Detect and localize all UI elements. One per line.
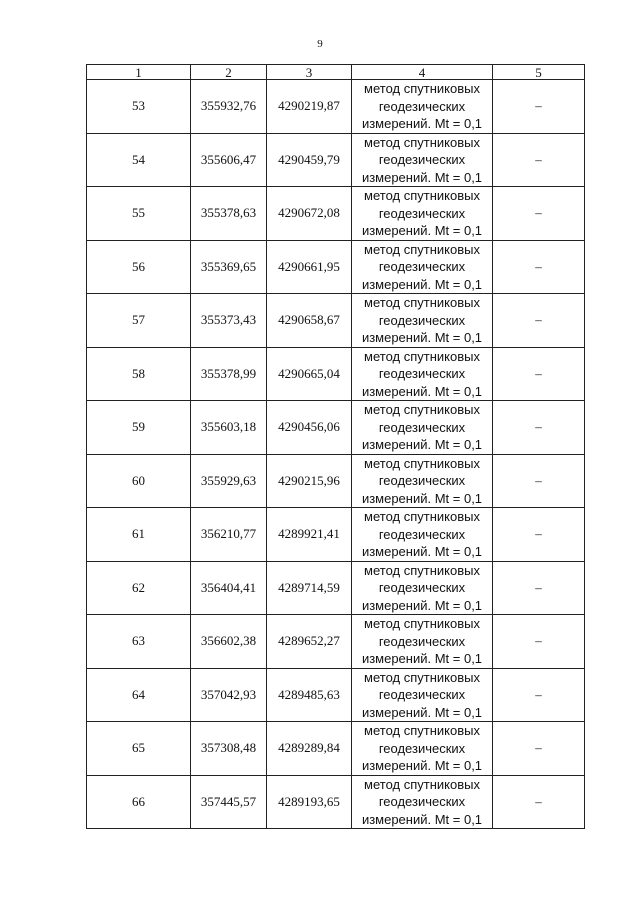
table-row xyxy=(87,294,585,348)
method-line: измерений. Mt = 0,1 xyxy=(361,651,483,666)
table-row xyxy=(87,133,585,187)
method-line: метод спутниковых xyxy=(364,188,480,203)
method-cell xyxy=(352,615,493,669)
x-coordinate-cell: 355378,63 xyxy=(191,187,267,241)
table-row xyxy=(87,775,585,829)
method-line: геодезических xyxy=(378,98,466,114)
method-line: метод спутниковых xyxy=(364,295,480,310)
column-header: 4 xyxy=(352,65,493,80)
method-line: геодезических xyxy=(378,152,466,167)
method-line: геодезических xyxy=(378,473,466,488)
note-cell: – xyxy=(493,187,585,241)
table-body xyxy=(87,80,585,829)
table-row xyxy=(87,187,585,241)
point-number-cell: 54 xyxy=(87,133,191,187)
method-line: метод спутниковых xyxy=(364,723,480,738)
x-coordinate-cell: 355378,99 xyxy=(191,347,267,401)
x-coordinate-cell: 355373,43 xyxy=(191,294,267,348)
x-coordinate-cell: 357308,48 xyxy=(191,722,267,776)
x-coordinate-cell: 355932,76 xyxy=(191,80,267,134)
method-line: измерений. Mt = 0,1 xyxy=(361,276,483,292)
y-coordinate-cell: 4289289,84 xyxy=(267,722,352,776)
table-row xyxy=(87,80,585,134)
method-cell xyxy=(352,240,493,294)
table-row xyxy=(87,240,585,294)
page-number: 9 xyxy=(317,38,323,50)
x-coordinate-cell: 355606,47 xyxy=(191,133,267,187)
method-line: геодезических xyxy=(378,366,466,381)
method-line: измерений. Mt = 0,1 xyxy=(361,758,483,773)
method-line: измерений. Mt = 0,1 xyxy=(361,811,483,827)
y-coordinate-cell: 4289193,65 xyxy=(267,775,352,829)
point-number-cell: 53 xyxy=(87,80,191,134)
method-line: метод спутниковых xyxy=(364,616,480,631)
method-line: измерений. Mt = 0,1 xyxy=(361,544,483,559)
note-cell: – xyxy=(493,80,585,134)
method-line: метод спутниковых xyxy=(364,81,480,96)
method-cell xyxy=(352,508,493,562)
method-line: геодезических xyxy=(378,312,466,328)
method-line: измерений. Mt = 0,1 xyxy=(361,169,483,185)
table-row xyxy=(87,668,585,722)
method-line: метод спутниковых xyxy=(364,402,480,417)
method-line: измерений. Mt = 0,1 xyxy=(361,437,483,452)
method-line: метод спутниковых xyxy=(364,669,480,685)
coordinates-table xyxy=(86,64,585,829)
method-line: метод спутниковых xyxy=(364,348,480,364)
method-cell xyxy=(352,294,493,348)
y-coordinate-cell: 4289485,63 xyxy=(267,668,352,722)
method-line: геодезических xyxy=(378,580,466,595)
note-cell: – xyxy=(493,561,585,615)
method-cell xyxy=(352,561,493,615)
point-number-cell: 58 xyxy=(87,347,191,401)
point-number-cell: 64 xyxy=(87,668,191,722)
note-cell: – xyxy=(493,508,585,562)
x-coordinate-cell: 356404,41 xyxy=(191,561,267,615)
x-coordinate-cell: 355369,65 xyxy=(191,240,267,294)
method-line: геодезических xyxy=(378,526,466,542)
method-line: геодезических xyxy=(378,633,466,649)
column-header: 1 xyxy=(87,65,191,80)
table-row xyxy=(87,454,585,508)
y-coordinate-cell: 4289652,27 xyxy=(267,615,352,669)
note-cell: – xyxy=(493,240,585,294)
method-line: геодезических xyxy=(378,259,466,274)
method-line: геодезических xyxy=(378,687,466,702)
y-coordinate-cell: 4290456,06 xyxy=(267,401,352,455)
x-coordinate-cell: 355929,63 xyxy=(191,454,267,508)
point-number-cell: 61 xyxy=(87,508,191,562)
x-coordinate-cell: 357445,57 xyxy=(191,775,267,829)
method-line: метод спутниковых xyxy=(364,509,480,524)
method-line: метод спутниковых xyxy=(364,455,480,471)
method-line: метод спутниковых xyxy=(364,134,480,150)
point-number-cell: 56 xyxy=(87,240,191,294)
x-coordinate-cell: 356602,38 xyxy=(191,615,267,669)
note-cell: – xyxy=(493,294,585,348)
x-coordinate-cell: 355603,18 xyxy=(191,401,267,455)
point-number-cell: 62 xyxy=(87,561,191,615)
method-cell xyxy=(352,133,493,187)
y-coordinate-cell: 4290215,96 xyxy=(267,454,352,508)
note-cell: – xyxy=(493,615,585,669)
method-line: измерений. Mt = 0,1 xyxy=(361,330,483,345)
y-coordinate-cell: 4289921,41 xyxy=(267,508,352,562)
y-coordinate-cell: 4290672,08 xyxy=(267,187,352,241)
note-cell: – xyxy=(493,668,585,722)
note-cell: – xyxy=(493,722,585,776)
method-line: измерений. Mt = 0,1 xyxy=(361,597,483,613)
note-cell: – xyxy=(493,454,585,508)
method-cell xyxy=(352,187,493,241)
method-line: геодезических xyxy=(378,740,466,756)
point-number-cell: 59 xyxy=(87,401,191,455)
note-cell: – xyxy=(493,347,585,401)
y-coordinate-cell: 4289714,59 xyxy=(267,561,352,615)
method-line: метод спутниковых xyxy=(364,241,480,257)
table-row xyxy=(87,347,585,401)
table-row xyxy=(87,508,585,562)
note-cell: – xyxy=(493,401,585,455)
column-header: 5 xyxy=(493,65,585,80)
point-number-cell: 55 xyxy=(87,187,191,241)
method-line: измерений. Mt = 0,1 xyxy=(361,383,483,399)
column-header: 3 xyxy=(267,65,352,80)
point-number-cell: 57 xyxy=(87,294,191,348)
method-line: метод спутниковых xyxy=(364,776,480,792)
method-cell xyxy=(352,401,493,455)
method-cell xyxy=(352,722,493,776)
column-header: 2 xyxy=(191,65,267,80)
method-cell xyxy=(352,775,493,829)
method-cell xyxy=(352,347,493,401)
y-coordinate-cell: 4290665,04 xyxy=(267,347,352,401)
method-line: измерений. Mt = 0,1 xyxy=(361,223,483,238)
y-coordinate-cell: 4290219,87 xyxy=(267,80,352,134)
method-line: геодезических xyxy=(378,419,466,435)
point-number-cell: 63 xyxy=(87,615,191,669)
point-number-cell: 66 xyxy=(87,775,191,829)
table-row xyxy=(87,401,585,455)
y-coordinate-cell: 4290459,79 xyxy=(267,133,352,187)
point-number-cell: 60 xyxy=(87,454,191,508)
table-row xyxy=(87,615,585,669)
point-number-cell: 65 xyxy=(87,722,191,776)
table-header-row xyxy=(87,65,585,80)
y-coordinate-cell: 4290658,67 xyxy=(267,294,352,348)
x-coordinate-cell: 357042,93 xyxy=(191,668,267,722)
x-coordinate-cell: 356210,77 xyxy=(191,508,267,562)
method-cell xyxy=(352,454,493,508)
method-cell xyxy=(352,80,493,134)
method-line: геодезических xyxy=(378,794,466,809)
method-line: измерений. Mt = 0,1 xyxy=(361,116,483,131)
method-line: геодезических xyxy=(378,205,466,221)
table-row xyxy=(87,722,585,776)
table-row xyxy=(87,561,585,615)
note-cell: – xyxy=(493,775,585,829)
method-line: измерений. Mt = 0,1 xyxy=(361,704,483,720)
method-cell xyxy=(352,668,493,722)
method-line: измерений. Mt = 0,1 xyxy=(361,490,483,506)
method-line: метод спутниковых xyxy=(364,562,480,578)
note-cell: – xyxy=(493,133,585,187)
y-coordinate-cell: 4290661,95 xyxy=(267,240,352,294)
